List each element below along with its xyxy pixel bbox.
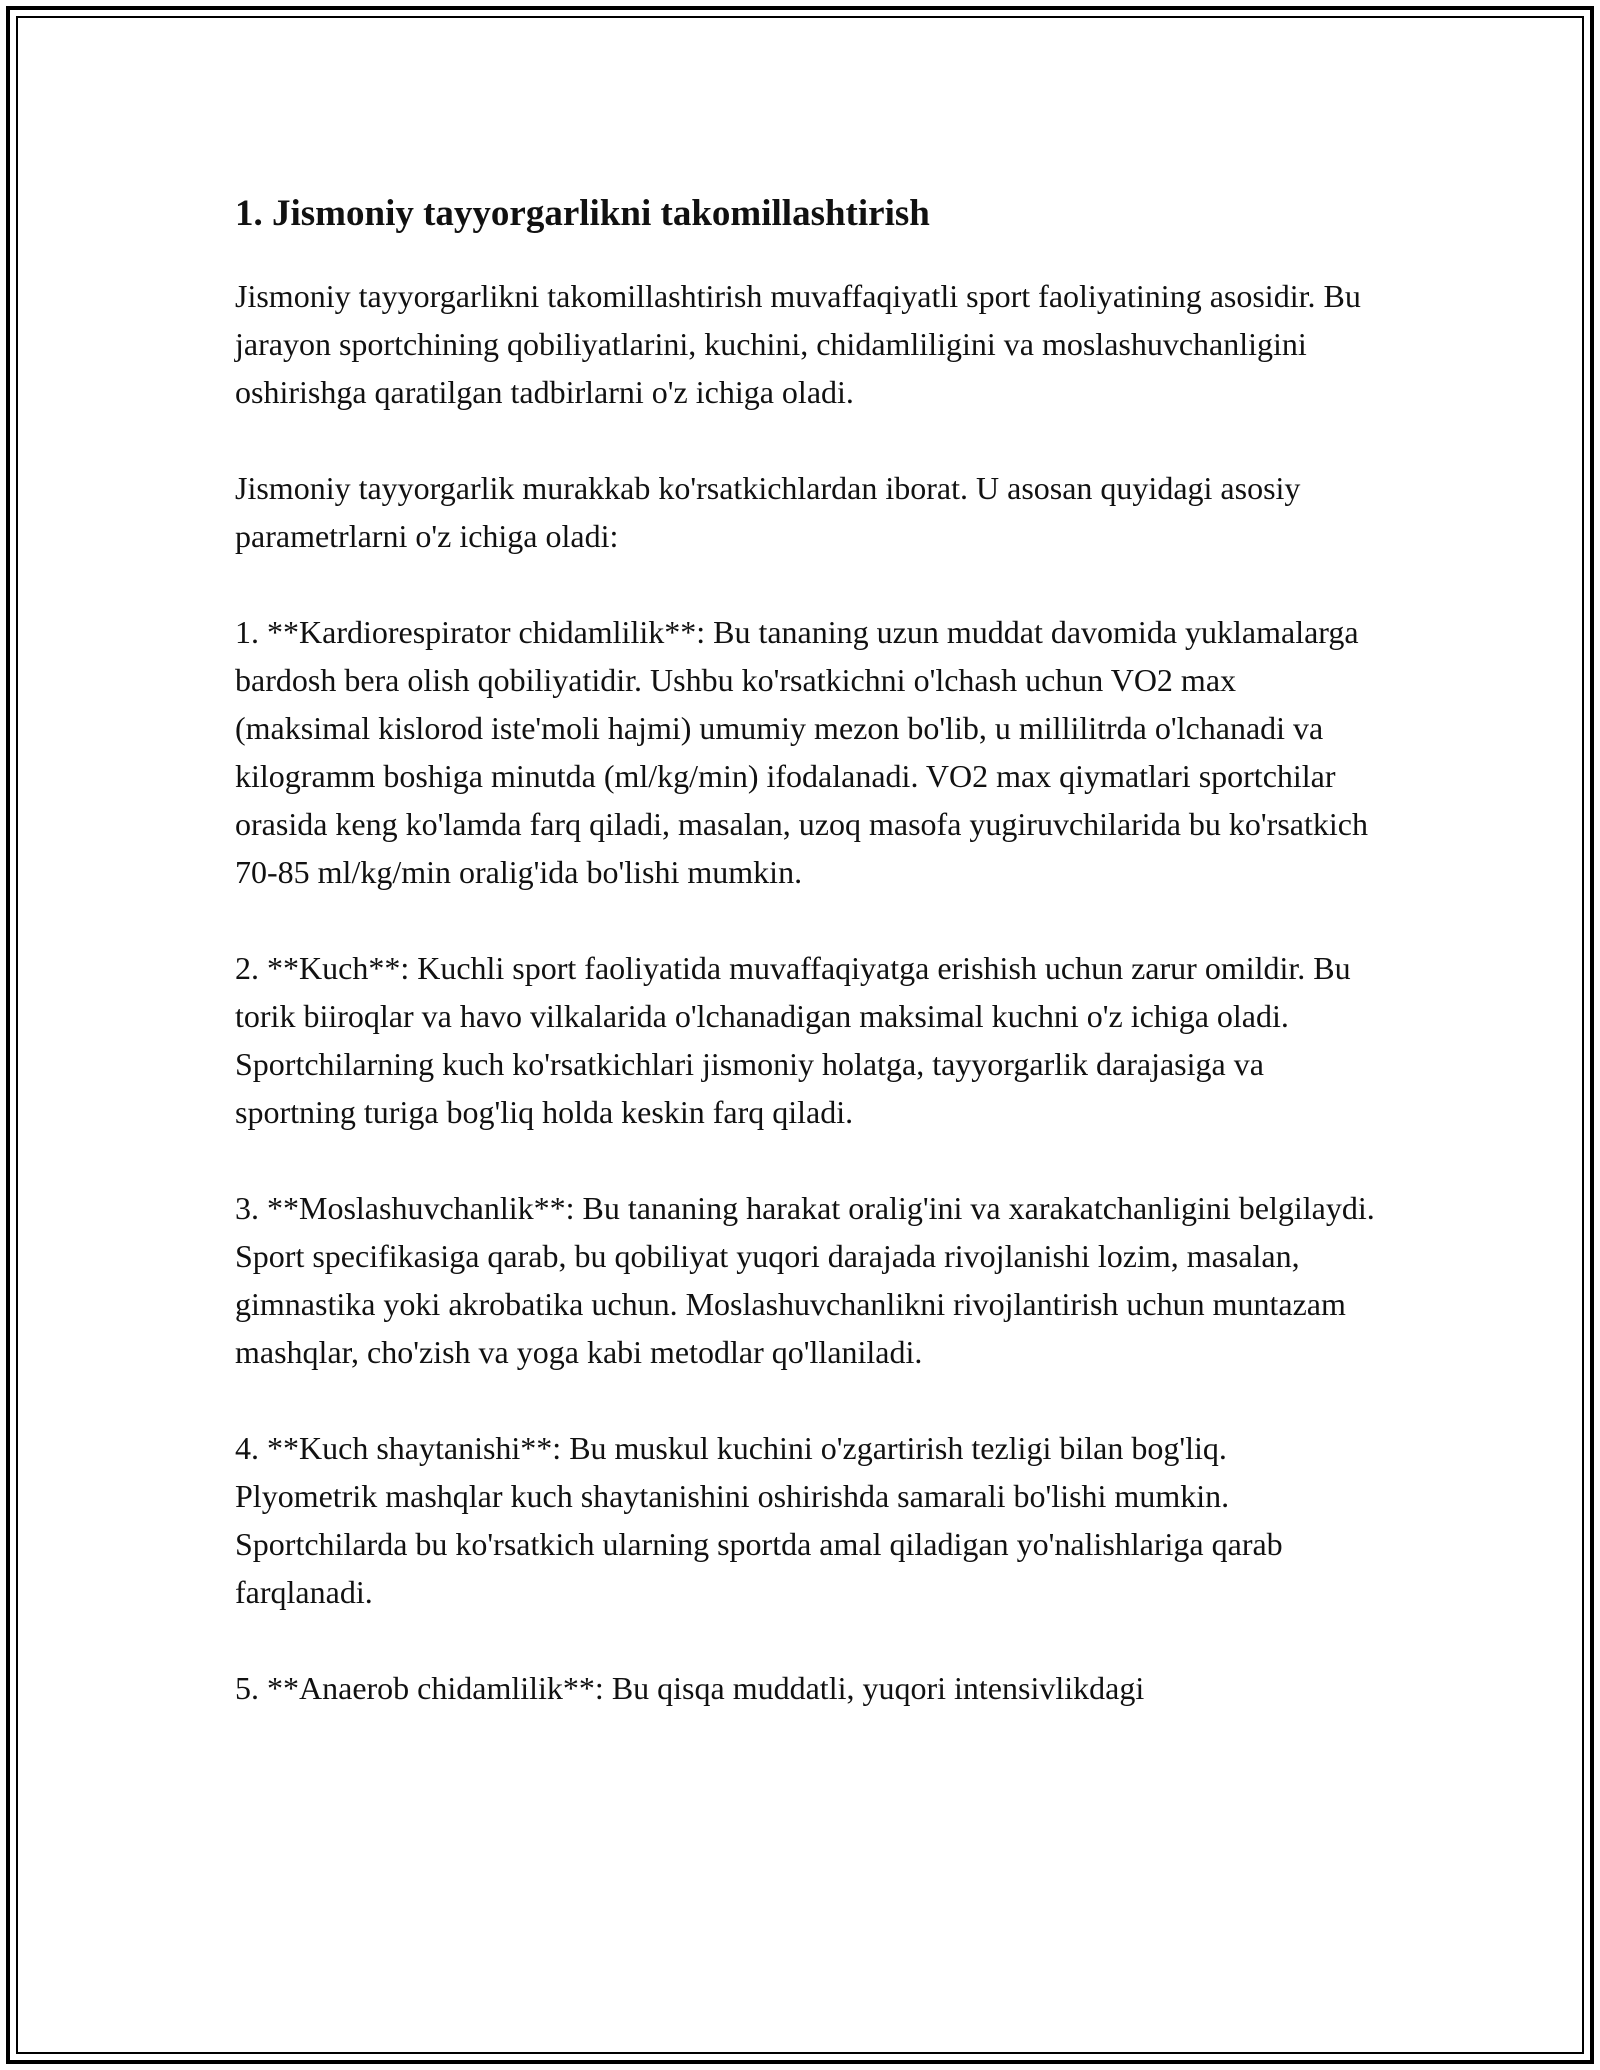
- list-item-flexibility: 3. **Moslashuvchanlik**: Bu tananing harakat oralig'ini va xarakatchanligini belgilaydi. Sport specifikasiga qarab, bu qobiliyat yuqori darajada rivojlanishi lozim, masalan, gimnastika yoki akrobatika uchun. Moslashuvchanlikni rivojlantirish uchun muntazam mashqlar, cho'zish va yoga kabi metodlar qo'llaniladi.: [235, 1190, 1375, 1370]
- list-item-cardiorespiratory-endurance: 1. **Kardiorespirator chidamlilik**: Bu tananing uzun muddat davomida yuklamalarga bardosh bera olish qobiliyatidir. Ushbu ko'rsatkichni o'lchash uchun VO2 max (maksimal kislorod iste'moli hajmi) umumiy mezon bo'lib, u millilitrda o'lchanadi va kilogramm boshiga minutda (ml/kg/min) ifodalanadi. VO2 max qiymatlari sportchilar orasida keng ko'lamda farq qiladi, masalan, uzoq masofa yugiruvchilarida bu ko'rsatkich 70-85 ml/kg/min oralig'ida bo'lishi mumkin.: [235, 614, 1368, 890]
- parameters-intro-paragraph: Jismoniy tayyorgarlik murakkab ko'rsatkichlardan iborat. U asosan quyidagi asosiy parametrlarni o'z ichiga oladi:: [235, 470, 1301, 554]
- section-heading: 1. Jismoniy tayyorgarlikni takomillashtirish: [235, 193, 930, 234]
- list-item-strength: 2. **Kuch**: Kuchli sport faoliyatida muvaffaqiyatga erishish uchun zarur omildir. Bu torik biiroqlar va havo vilkalarida o'lchanadigan maksimal kuchni o'z ichiga oladi. Sportchilarning kuch ko'rsatkichlari jismoniy holatga, tayyorgarlik darajasiga va sportning turiga bog'liq holda keskin farq qiladi.: [235, 950, 1351, 1130]
- list-item-anaerobic-endurance: 5. **Anaerob chidamlilik**: Bu qisqa muddatli, yuqori intensivlikdagi: [235, 1670, 1145, 1706]
- document-body: [235, 190, 1375, 1760]
- list-item-power: 4. **Kuch shaytanishi**: Bu muskul kuchini o'zgartirish tezligi bilan bog'liq. Plyometrik mashqlar kuch shaytanishini oshirishda samarali bo'lishi mumkin. Sportchilarda bu ko'rsatkich ularning sportda amal qiladigan yo'nalishlariga qarab farqlanadi.: [235, 1430, 1283, 1610]
- intro-paragraph: Jismoniy tayyorgarlikni takomillashtirish muvaffaqiyatli sport faoliyatining asosidir. Bu jarayon sportchining qobiliyatlarini, kuchini, chidamliligini va moslashuvchanligini oshirishga qaratilgan tadbirlarni o'z ichiga oladi.: [235, 278, 1361, 410]
